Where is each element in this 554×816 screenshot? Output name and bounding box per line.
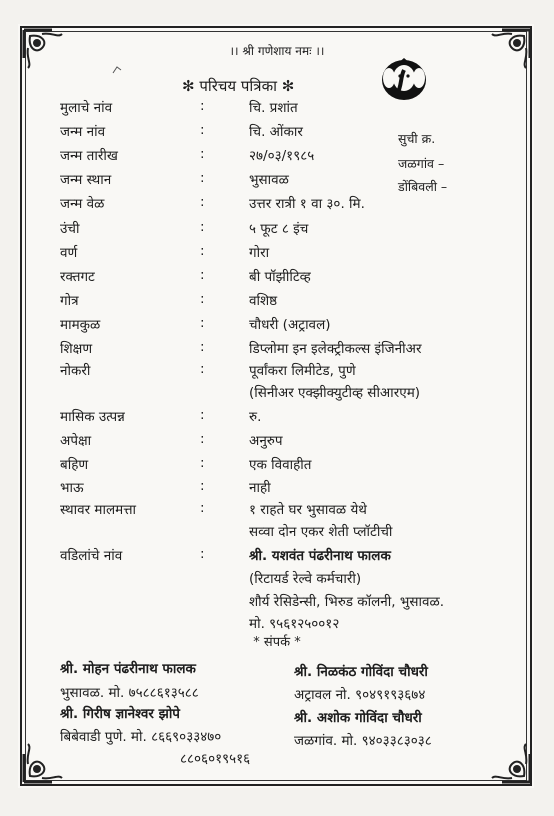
field-colon: : — [200, 146, 205, 162]
corner-ornament-icon — [22, 740, 66, 784]
field-row-complexion — [0, 243, 554, 265]
field-label: जन्म तारीख — [60, 148, 118, 164]
field-label: बहिण — [60, 457, 89, 473]
field-row-income — [0, 407, 554, 429]
field-colon: : — [200, 431, 205, 447]
father-line-4: मो. ९५६१२५००१२ — [249, 616, 340, 632]
field-colon: : — [200, 339, 205, 355]
father-line-2: (रिटायर्ड रेल्वे कर्मचारी) — [249, 571, 362, 587]
field-colon: : — [200, 361, 205, 377]
field-row-expectation — [0, 431, 554, 453]
field-value: १ राहते घर भुसावळ येथे — [249, 502, 367, 518]
field-label: जन्म स्थान — [60, 172, 112, 188]
field-colon: : — [200, 122, 205, 138]
field-colon: : — [200, 243, 205, 259]
field-value: गोरा — [249, 245, 270, 261]
field-label: वर्ण — [60, 245, 78, 261]
page-title — [182, 76, 294, 96]
serial-note: सुची क्र. — [398, 131, 436, 146]
field-colon: : — [200, 407, 205, 423]
field-value: चि. ओंकार — [249, 124, 303, 140]
contact-heading: * संपर्क * — [253, 635, 301, 650]
title-text: परिचय पत्रिका — [199, 77, 277, 95]
field-row-maternal-family — [0, 315, 554, 337]
ganesh-emblem-icon — [375, 56, 433, 104]
field-value: अनुरुप — [249, 433, 283, 449]
field-row-birth-place — [0, 170, 554, 192]
contact-right-detail-2: जळगांव. मो. ९४०३३८३०३८ — [294, 733, 432, 749]
property-line-2: सव्वा दोन एकर शेती प्लॉटीची — [249, 524, 393, 540]
field-row-sister — [0, 455, 554, 477]
contact-right-name-2: श्री. अशोक गोविंदा चौधरी — [294, 710, 422, 726]
contact-left-name-1: श्री. मोहन पंढरीनाथ फालक — [60, 661, 196, 677]
field-label: जन्म वेळ — [60, 196, 105, 212]
title-star-right: ✻ — [281, 77, 295, 95]
field-row-brother — [0, 478, 554, 500]
field-label: शिक्षण — [60, 341, 93, 357]
field-colon: : — [200, 455, 205, 471]
corner-ornament-icon — [488, 740, 532, 784]
field-value: चौधरी (अट्रावल) — [249, 317, 331, 333]
field-row-birth-name — [0, 122, 554, 144]
field-colon: : — [200, 170, 205, 186]
field-label: गोत्र — [60, 293, 79, 309]
field-colon: : — [200, 315, 205, 331]
field-value: पूर्वांकरा लिमीटेड, पुणे — [249, 363, 356, 379]
field-colon: : — [200, 291, 205, 307]
field-label: रक्तगट — [60, 269, 95, 285]
pen-mark — [112, 66, 122, 74]
jalgaon-note: जळगांव – — [398, 156, 445, 171]
field-colon: : — [200, 194, 205, 210]
field-row-birth-date — [0, 146, 554, 168]
invocation-header: ।। श्री गणेशाय नमः ।। — [229, 44, 325, 58]
field-label: भाऊ — [60, 480, 84, 496]
field-row-height — [0, 219, 554, 241]
field-label: नोकरी — [60, 363, 91, 379]
field-value: रु. — [249, 409, 262, 425]
contact-left-detail-1: भुसावळ. मो. ७५८८६१३५८८ — [60, 685, 199, 701]
field-value: नाही — [249, 480, 271, 496]
field-label: उंची — [60, 221, 80, 237]
field-label: मासिक उत्पन्न — [60, 409, 125, 425]
field-colon: : — [200, 267, 205, 283]
field-label: जन्म नांव — [60, 124, 106, 140]
title-star-left: ✻ — [182, 77, 195, 95]
field-colon: : — [200, 546, 205, 562]
field-row-gotra — [0, 291, 554, 313]
field-label: मुलाचे नांव — [60, 100, 113, 116]
field-label: वडिलांचे नांव — [60, 548, 123, 564]
contact-left-name-2: श्री. गिरीष ज्ञानेश्वर झोपे — [60, 706, 180, 722]
field-row-job — [0, 361, 554, 383]
field-label: स्थावर मालमत्ता — [60, 502, 137, 518]
field-value: वशिष्ठ — [249, 293, 278, 309]
field-colon: : — [200, 219, 205, 235]
contact-right-detail-1: अट्रावल नो. ९०४९१९३६७४ — [294, 687, 426, 703]
field-label: अपेक्षा — [60, 433, 92, 449]
field-row-education — [0, 339, 554, 361]
field-colon: : — [200, 500, 205, 516]
field-value: भुसावळ — [249, 172, 289, 188]
field-colon: : — [200, 98, 205, 114]
contact-left-detail-2b: ८८०६०१९५१६ — [180, 751, 251, 767]
field-value: ५ फूट ८ इंच — [249, 221, 309, 237]
field-value: उत्तर रात्री १ वा ३०. मि. — [249, 196, 365, 212]
field-value: २७/०३/१९८५ — [249, 148, 315, 164]
job-line-2: (सिनीअर एक्झीक्युटीव्ह सीआरएम) — [249, 385, 421, 401]
field-value: बी पॉझीटिव्ह — [249, 269, 311, 285]
field-row-name — [0, 98, 554, 120]
field-label: मामकुळ — [60, 317, 101, 333]
field-value: एक विवाहीत — [249, 457, 312, 473]
field-row-birth-time — [0, 194, 554, 216]
field-value: चि. प्रशांत — [249, 100, 298, 116]
contact-left-detail-2: बिबेवाडी पुणे. मो. ८६६९०३३४७० — [60, 729, 222, 745]
field-row-blood-group — [0, 267, 554, 289]
dombivli-note: डोंबिवली – — [398, 179, 448, 194]
contact-right-name-1: श्री. निळकंठ गोविंदा चौधरी — [294, 664, 428, 680]
field-value: श्री. यशवंत पंढरीनाथ फालक — [249, 548, 391, 564]
field-row-property — [0, 500, 554, 522]
field-value: डिप्लोमा इन इलेक्ट्रीकल्स इंजिनीअर — [249, 341, 422, 357]
field-row-father — [0, 546, 554, 568]
field-colon: : — [200, 478, 205, 494]
father-line-3: शौर्य रेसिडेन्सी, भिरुड कॉलनी, भुसावळ. — [249, 594, 445, 610]
